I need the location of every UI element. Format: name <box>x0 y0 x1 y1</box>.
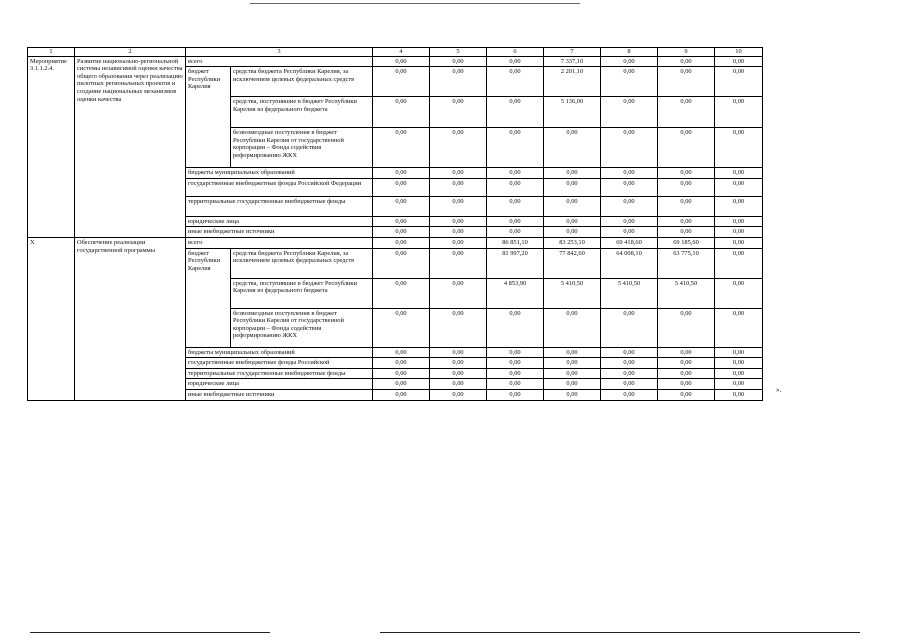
value-cell: 0,00 <box>430 308 487 347</box>
source-label: безвозмездные поступления в бюджет Республики Карелия от государственной корпорации – Фонда содействия реформированию ЖКХ <box>231 128 373 168</box>
table-body <box>28 48 763 401</box>
value-cell: 0,00 <box>430 237 487 248</box>
value-cell: 0,00 <box>487 389 544 400</box>
value-cell: 0,00 <box>601 178 658 196</box>
value-cell: 0,00 <box>715 379 763 390</box>
value-cell: 0,00 <box>601 389 658 400</box>
header-cell: 2 <box>75 48 186 57</box>
value-cell: 0,00 <box>430 56 487 67</box>
measure-name: Обеспечение реализации государственной программы <box>75 237 186 400</box>
value-cell: 0,00 <box>658 227 715 238</box>
value-cell: 0,00 <box>658 178 715 196</box>
value-cell: 0,00 <box>715 97 763 128</box>
value-cell: 5 410,50 <box>601 278 658 308</box>
total-label: всего <box>186 56 373 67</box>
value-cell: 0,00 <box>373 227 430 238</box>
value-cell: 0,00 <box>601 379 658 390</box>
value-cell: 0,00 <box>544 347 601 358</box>
measure-code: X <box>28 237 75 400</box>
source-label: бюджеты муниципальных образований <box>186 347 373 358</box>
value-cell: 0,00 <box>373 168 430 179</box>
budget-label: бюджет Республики Карелия <box>186 248 231 347</box>
value-cell: 0,00 <box>487 196 544 216</box>
value-cell: 0,00 <box>430 227 487 238</box>
value-cell: 0,00 <box>715 56 763 67</box>
value-cell: 0,00 <box>373 196 430 216</box>
value-cell: 0,00 <box>658 168 715 179</box>
value-cell: 0,00 <box>487 368 544 379</box>
source-label: средства, поступившие в бюджет Республики Карелия из федерального бюджета <box>231 278 373 308</box>
value-cell: 0,00 <box>658 308 715 347</box>
value-cell: 0,00 <box>373 278 430 308</box>
value-cell: 0,00 <box>487 358 544 369</box>
value-cell: 0,00 <box>487 379 544 390</box>
value-cell: 0,00 <box>373 56 430 67</box>
value-cell: 0,00 <box>715 389 763 400</box>
value-cell: 0,00 <box>430 278 487 308</box>
header-cell: 4 <box>373 48 430 57</box>
source-label: территориальные государственные внебюджетные фонды <box>186 196 373 216</box>
measure-code: Мероприятие 3.1.1.2.4. <box>28 56 75 237</box>
value-cell: 0,00 <box>658 67 715 97</box>
header-cell: 6 <box>487 48 544 57</box>
value-cell: 0,00 <box>601 227 658 238</box>
value-cell: 0,00 <box>658 128 715 168</box>
value-cell: 0,00 <box>658 56 715 67</box>
value-cell: 81 997,20 <box>487 248 544 278</box>
value-cell: 4 853,90 <box>487 278 544 308</box>
value-cell: 7 337,10 <box>544 56 601 67</box>
value-cell: 0,00 <box>601 67 658 97</box>
value-cell: 0,00 <box>658 97 715 128</box>
value-cell: 0,00 <box>430 178 487 196</box>
total-row <box>28 237 763 248</box>
value-cell: 69 418,60 <box>601 237 658 248</box>
value-cell: 0,00 <box>487 216 544 227</box>
header-cell: 3 <box>186 48 373 57</box>
value-cell: 83 253,10 <box>544 237 601 248</box>
value-cell: 77 842,60 <box>544 248 601 278</box>
source-label: юридические лица <box>186 216 373 227</box>
value-cell: 69 185,60 <box>658 237 715 248</box>
value-cell: 0,00 <box>544 358 601 369</box>
value-cell: 0,00 <box>544 128 601 168</box>
value-cell: 2 201,10 <box>544 67 601 97</box>
value-cell: 0,00 <box>430 358 487 369</box>
header-row <box>28 48 763 57</box>
value-cell: 0,00 <box>430 368 487 379</box>
value-cell: 0,00 <box>658 216 715 227</box>
header-cell: 5 <box>430 48 487 57</box>
value-cell: 0,00 <box>373 379 430 390</box>
value-cell: 0,00 <box>430 97 487 128</box>
value-cell: 0,00 <box>544 216 601 227</box>
value-cell: 0,00 <box>601 128 658 168</box>
scan-artifact-bottom-left <box>30 632 270 633</box>
value-cell: 0,00 <box>430 168 487 179</box>
value-cell: 0,00 <box>373 358 430 369</box>
measure-name: Развитие национально-региональной системы независимой оценки качества общего образования через реализацию пилотных региональных проектов и создание национальных механизмов оценки качества <box>75 56 186 237</box>
value-cell: 0,00 <box>487 128 544 168</box>
header-cell: 8 <box>601 48 658 57</box>
header-cell: 9 <box>658 48 715 57</box>
header-cell: 1 <box>28 48 75 57</box>
value-cell: 86 851,10 <box>487 237 544 248</box>
value-cell: 0,00 <box>373 237 430 248</box>
value-cell: 0,00 <box>544 368 601 379</box>
value-cell: 0,00 <box>715 347 763 358</box>
value-cell: 0,00 <box>658 347 715 358</box>
value-cell: 0,00 <box>544 389 601 400</box>
total-row <box>28 56 763 67</box>
value-cell: 0,00 <box>487 56 544 67</box>
value-cell: 0,00 <box>601 308 658 347</box>
header-cell: 10 <box>715 48 763 57</box>
value-cell: 0,00 <box>487 97 544 128</box>
value-cell: 0,00 <box>658 389 715 400</box>
value-cell: 0,00 <box>715 358 763 369</box>
value-cell: 0,00 <box>544 196 601 216</box>
value-cell: 0,00 <box>430 196 487 216</box>
value-cell: 0,00 <box>373 389 430 400</box>
value-cell: 5 136,00 <box>544 97 601 128</box>
value-cell: 0,00 <box>658 379 715 390</box>
value-cell: 0,00 <box>658 196 715 216</box>
value-cell: 0,00 <box>373 368 430 379</box>
value-cell: 0,00 <box>715 227 763 238</box>
value-cell: 0,00 <box>544 379 601 390</box>
value-cell: 0,00 <box>715 196 763 216</box>
source-label: иные внебюджетные источники <box>186 389 373 400</box>
value-cell: 0,00 <box>544 308 601 347</box>
value-cell: 0,00 <box>601 347 658 358</box>
value-cell: 64 008,10 <box>601 248 658 278</box>
value-cell: 0,00 <box>601 196 658 216</box>
value-cell: 0,00 <box>430 347 487 358</box>
value-cell: 0,00 <box>373 128 430 168</box>
value-cell: 0,00 <box>487 227 544 238</box>
source-label: средства, поступившие в бюджет Республики Карелия из федерального бюджета <box>231 97 373 128</box>
value-cell: 0,00 <box>715 128 763 168</box>
value-cell: 0,00 <box>715 278 763 308</box>
value-cell: 0,00 <box>715 216 763 227</box>
value-cell: 0,00 <box>373 97 430 128</box>
value-cell: 0,00 <box>601 358 658 369</box>
header-cell: 7 <box>544 48 601 57</box>
value-cell: 0,00 <box>601 97 658 128</box>
value-cell: 0,00 <box>430 216 487 227</box>
value-cell: 0,00 <box>658 358 715 369</box>
source-label: территориальные государственные внебюджетные фонды <box>186 368 373 379</box>
value-cell: 0,00 <box>487 168 544 179</box>
value-cell: 0,00 <box>430 248 487 278</box>
value-cell: 0,00 <box>715 248 763 278</box>
value-cell: 0,00 <box>601 368 658 379</box>
value-cell: 0,00 <box>715 308 763 347</box>
value-cell: 0,00 <box>430 379 487 390</box>
value-cell: 5 410,50 <box>658 278 715 308</box>
source-label: средства бюджета Республики Карелия, за исключением целевых федеральных средств <box>231 67 373 97</box>
value-cell: 63 775,10 <box>658 248 715 278</box>
budget-document <box>27 47 763 401</box>
source-label: государственные внебюджетные фонды Российской Федерации <box>186 178 373 196</box>
source-label: безвозмездные поступления в бюджет Республики Карелия от государственной корпорации – Фонда содействия реформированию ЖКХ <box>231 308 373 347</box>
value-cell: 0,00 <box>658 368 715 379</box>
budget-label: бюджет Республики Карелия <box>186 67 231 168</box>
value-cell: 0,00 <box>487 308 544 347</box>
value-cell: 0,00 <box>544 178 601 196</box>
value-cell: 0,00 <box>430 128 487 168</box>
value-cell: 0,00 <box>715 67 763 97</box>
source-label: юридические лица <box>186 379 373 390</box>
budget-table <box>27 47 763 401</box>
value-cell: 0,00 <box>601 56 658 67</box>
total-label: всего <box>186 237 373 248</box>
scan-artifact-bottom-right <box>380 632 860 633</box>
value-cell: 0,00 <box>715 368 763 379</box>
value-cell: 0,00 <box>373 216 430 227</box>
source-label: государственные внебюджетные фонды Российской <box>186 358 373 369</box>
value-cell: 0,00 <box>544 168 601 179</box>
value-cell: 0,00 <box>601 216 658 227</box>
source-label: бюджеты муниципальных образований <box>186 168 373 179</box>
value-cell: 0,00 <box>373 347 430 358</box>
value-cell: 0,00 <box>715 168 763 179</box>
source-label: иные внебюджетные источники <box>186 227 373 238</box>
value-cell: 0,00 <box>487 67 544 97</box>
closing-quote: ». <box>776 386 782 394</box>
value-cell: 0,00 <box>715 237 763 248</box>
value-cell: 5 410,50 <box>544 278 601 308</box>
value-cell: 0,00 <box>373 308 430 347</box>
value-cell: 0,00 <box>601 168 658 179</box>
source-label: средства бюджета Республики Карелия, за исключением целевых федеральных средств <box>231 248 373 278</box>
value-cell: 0,00 <box>430 389 487 400</box>
value-cell: 0,00 <box>430 67 487 97</box>
value-cell: 0,00 <box>715 178 763 196</box>
value-cell: 0,00 <box>487 347 544 358</box>
value-cell: 0,00 <box>373 178 430 196</box>
value-cell: 0,00 <box>373 248 430 278</box>
value-cell: 0,00 <box>487 178 544 196</box>
value-cell: 0,00 <box>373 67 430 97</box>
value-cell: 0,00 <box>544 227 601 238</box>
scan-artifact-top <box>250 3 580 4</box>
